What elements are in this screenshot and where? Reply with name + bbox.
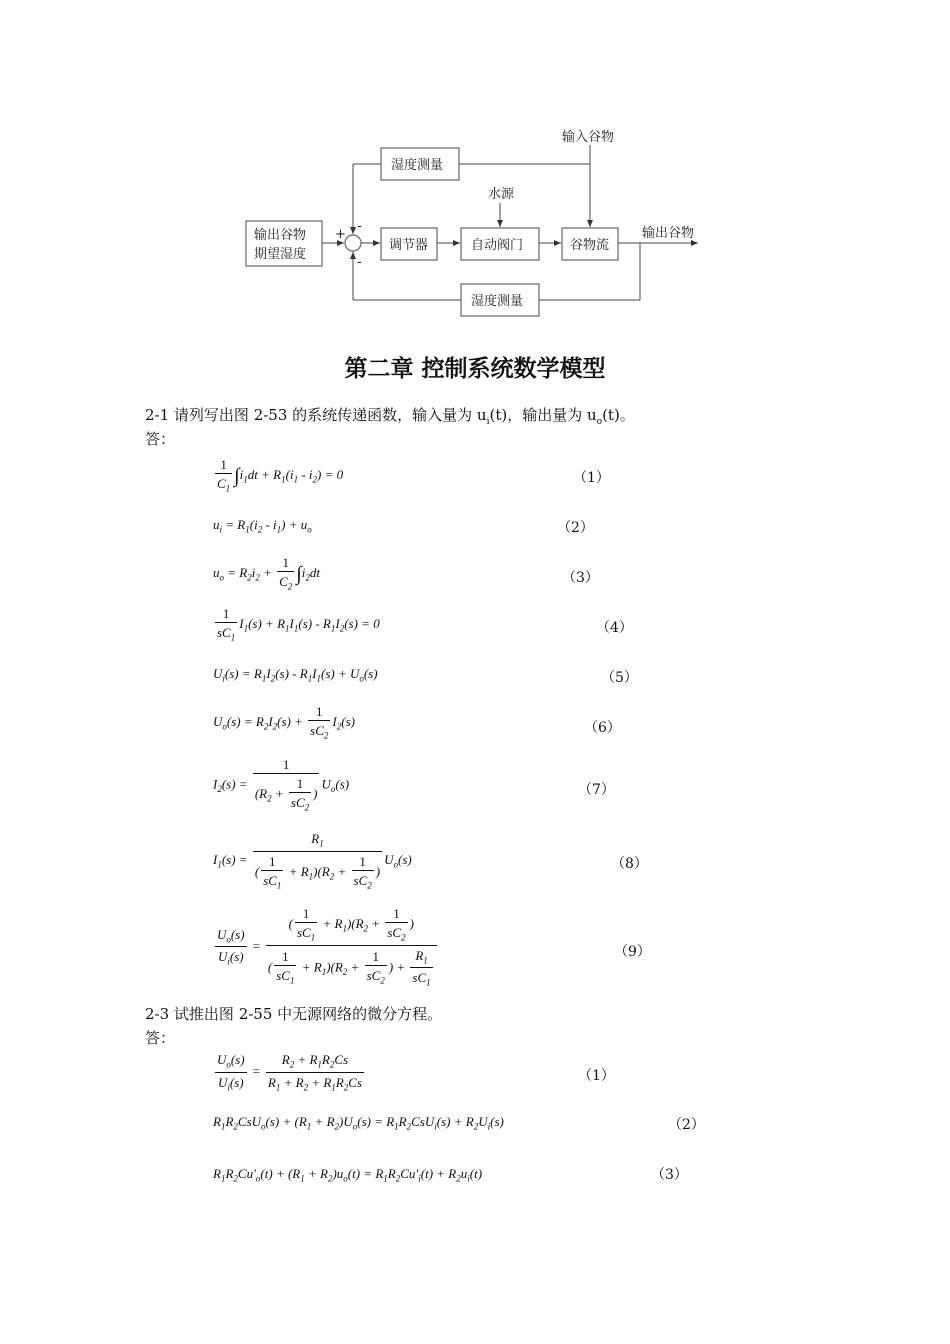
output-grain-label: 输出谷物 [642,226,695,241]
equation-6: $U_o(s) = R_2I_2(s)$ + $\frac{1}{sC_2}$ $I_2(s)$ [213,704,355,741]
grain-flow-label: 谷物流 [570,238,610,253]
equation-2-3-3: $R_1R_2Cu'_o(t) + (R_1 + R_2)u_o(t) = R_1R_2Cu'_i(t) + R_2u_i(t)$ [213,1166,483,1184]
eq-number-8: （8） [611,856,648,872]
eq-number-5: （5） [601,670,638,686]
summing-junction [345,235,361,251]
humidity-measure-bottom-label: 湿度测量 [471,294,524,309]
eq-number-2-3-3: （3） [651,1167,688,1183]
eq-number-9: （9） [614,944,651,960]
problem-2-3-answer-label: 答： [145,1029,176,1047]
equation-4: $\frac{1}{sC_1}$ $I_1(s) + R_1I_1(s) - R_1I_2(s) = 0$ [217,606,380,643]
minus-sign-bottom: - [357,255,362,270]
problem-2-1-answer-label: 答： [145,430,176,448]
setpoint-label-2: 期望湿度 [254,247,307,262]
equation-3: $u_o = R_2i_2$ + $\frac{1}{C_2}$ $\int i_2dt$ [213,555,321,592]
equation-8: $I_1(s)$ = $R_1$ ( $\frac{1}{sC_1}$ + $R_1)(R_2$ + $\frac{1}{sC_2}$ ) $U_o(s)$ [213,831,412,891]
equation-9: $\frac{U_o(s)}{U_i(s)}$ = ( $\frac{1}{sC_1}$ + $R_1)(R_2$ + $\frac{1}{sC_2}$ ) ( $\frac{1}{sC_1}$ + $R_1)(R_2$ + $\frac{1}{sC_2}$ ) + $\frac{R_1}{sC_1}$ [213,907,439,988]
equation-1: $\frac{1}{C_1}$ $\int i_1dt + R_1(i_1 - i_2) = 0$ [217,457,344,494]
eq-number-3: （3） [562,570,599,586]
regulator-label: 调节器 [389,238,429,253]
chapter-title: 第二章 控制系统数学模型 [344,356,606,382]
equation-2-3-2: $R_1R_2CsU_o(s) + (R_1 + R_2)U_o(s) = R_1R_2CsU_i(s) + R_2U_i(s)$ [213,1114,504,1132]
valve-label: 自动阀门 [471,238,524,253]
eq-number-7: （7） [578,782,615,798]
eq-number-2-3-2: （2） [668,1117,705,1133]
water-source-label: 水源 [488,187,515,202]
eq-number-2-3-1: （1） [578,1068,615,1084]
equation-2-3-1: $\frac{U_o(s)}{U_i(s)}$ = $\frac{R_2 + R_1R_2Cs}{R_1 + R_2 + R_1R_2Cs}$ [217,1052,362,1093]
setpoint-label-1: 输出谷物 [254,228,307,243]
plus-sign: + [335,227,346,242]
eq-number-4: （4） [596,620,633,636]
problem-2-1-question: 2-1 请列写出图 2-53 的系统传递函数，输入量为 $u_i(t)$，输出量为 $u_o(t)$。 [145,406,635,427]
equation-2: $u_i = R_1(i_2 - i_1) + u_o$ [213,517,312,535]
input-grain-label: 输入谷物 [562,130,615,145]
eq-number-6: （6） [584,720,621,736]
minus-sign-top: - [357,219,362,234]
eq-number-2: （2） [557,520,594,536]
eq-number-1: （1） [573,470,610,486]
equation-7: $I_2(s)$ = 1 ($R_2$ + $\frac{1}{sC_2}$ ) $U_o(s)$ [213,757,350,813]
problem-2-3-question: 2-3 试推出图 2-55 中无源网络的微分方程。 [145,1005,443,1023]
humidity-measure-top-label: 湿度测量 [391,158,444,173]
block-diagram [0,0,950,330]
equation-5: $U_i(s) = R_1I_2(s) - R_1I_1(s) + U_o(s)$ [213,666,378,684]
